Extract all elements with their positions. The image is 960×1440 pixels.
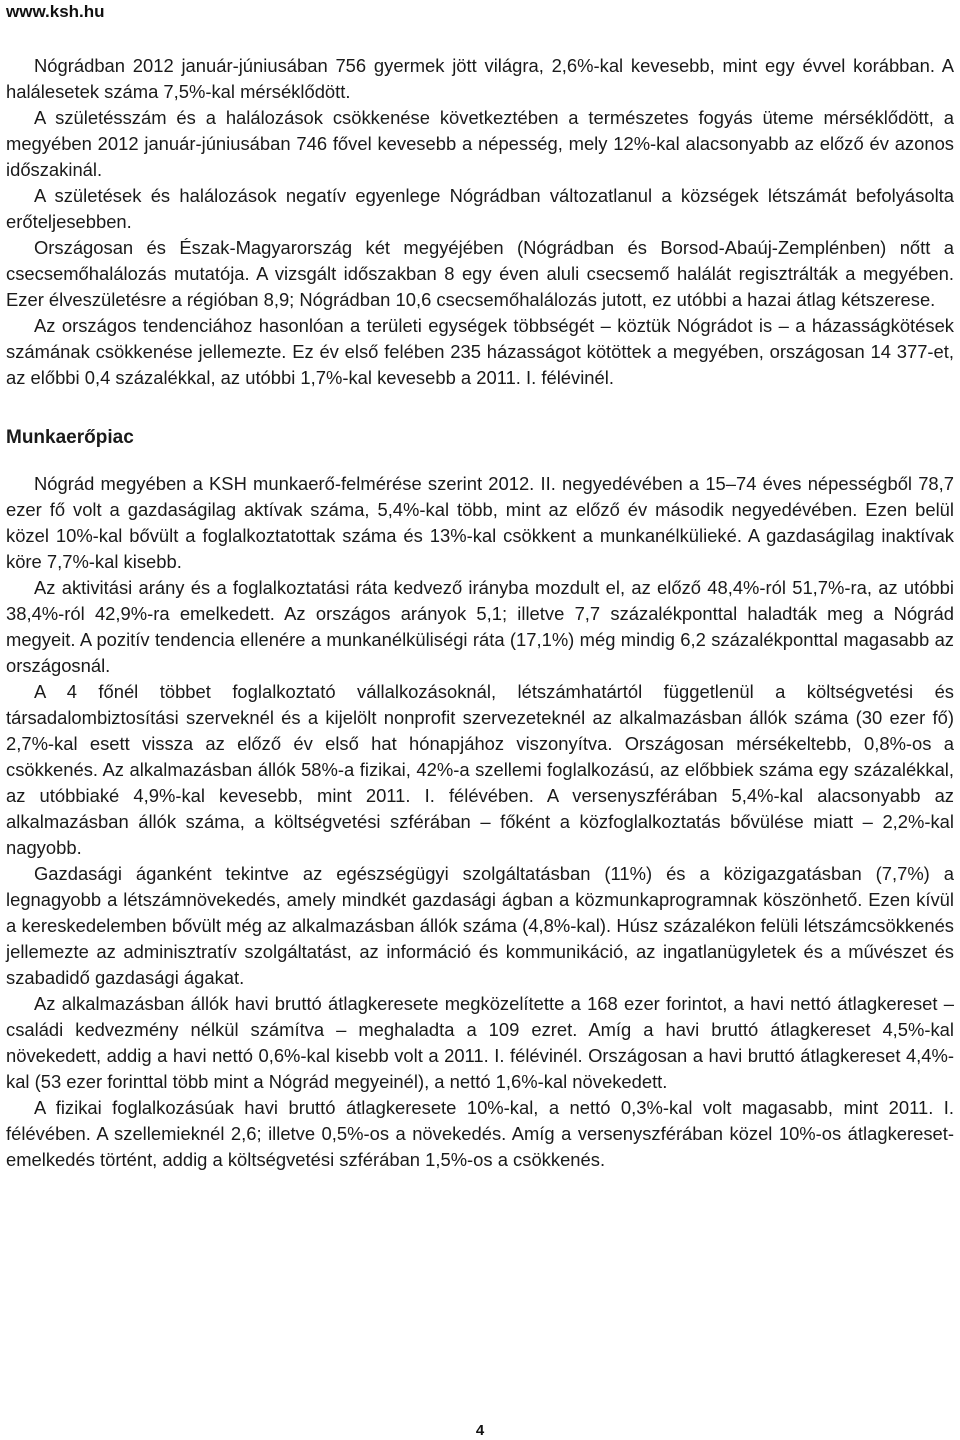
section-heading-labour-market: Munkaerőpiac — [6, 427, 134, 448]
paragraph-natural-decrease: A születésszám és a halálozások csökkenése következtében a természetes fogyás üteme mérséklődött, a megyében 2012 január-júniusában 746 fővel kevesebb a népesség, mely 12%-kal alacsonyabb az előző év azonos időszakinál. — [6, 107, 954, 180]
paragraph-marriages: Az országos tendenciához hasonlóan a területi egységek többségét – köztük Nógrádot is – a házasságkötések számának csökkenése jellemezte. Ez év első felében 235 házasságot kötöttek a megyében, országosan 14 377-et, az előbbi 0,4 százalékkal, az utóbbi 1,7%-kal kevesebb a 2011. I. félévinél. — [6, 315, 954, 388]
paragraph-activity-rate: Az aktivitási arány és a foglalkoztatási ráta kedvező irányba mozdult el, az előző 48,4%-ról 51,7%-ra, az utóbbi 38,4%-ról 42,9%-ra emelkedett. Az országos arányok 5,1; illetve 7,7 százalékponttal haladták meg a Nógrád megyeit. A pozitív tendencia ellenére a munkanélküliségi ráta (17,1%) még mindig 6,2 százalékponttal magasabb az országosnál. — [6, 577, 954, 676]
paragraph-active-population: Nógrád megyében a KSH munkaerő-felmérése szerint 2012. II. negyedévében a 15–74 éves népességből 78,7 ezer fő volt a gazdaságilag aktívak száma, 5,4%-kal több, mint az előző év második negyedévében. Ezen belül közel 10%-kal bővült a foglalkoztatottak száma és 13%-kal csökkent a munkanélkülieké. A gazdaságilag inaktívak köre 7,7%-kal kisebb. — [6, 473, 954, 572]
paragraph-infant-mortality: Országosan és Észak-Magyarország két megyéjében (Nógrádban és Borsod-Abaúj-Zemplénben) nőtt a csecsemőhalálozás mutatója. A vizsgált időszakban 8 egy éven aluli csecsemő halálát regisztrálták a megyében. Ezer élveszületésre a régióban 8,9; Nógrádban 10,6 csecsemőhalálozás jutott, ez utóbbi a hazai átlag kétszerese. — [6, 237, 954, 310]
paragraph-earnings: Az alkalmazásban állók havi bruttó átlagkeresete megközelítette a 168 ezer forintot, a havi nettó átlagkereset – családi kedvezmény nélkül számítva – meghaladta a 109 ezret. Amíg a havi bruttó átlagkereset 4,5%-kal növekedett, addig a havi nettó 0,6%-kal kisebb volt a 2011. I. félévinél. Országosan a havi bruttó átlagkereset 4,4%-kal (53 ezer forinttal több mint a Nógrád megyeinél), a nettó 1,6%-kal növekedett. — [6, 993, 954, 1092]
document-body — [6, 53, 954, 1173]
paragraph-births: Nógrádban 2012 január-júniusában 756 gyermek jött világra, 2,6%-kal kevesebb, mint egy évvel korábban. A halálesetek száma 7,5%-kal mérséklődött. — [6, 55, 954, 102]
paragraph-earnings-by-group: A fizikai foglalkozásúak havi bruttó átlagkeresete 10%-kal, a nettó 0,3%-kal volt magasabb, mint 2011. I. félévében. A szellemieknél 2,6; illetve 0,5%-os a növekedés. Amíg a versenyszférában közel 10%-os átlagkereset-emelkedés történt, addig a költségvetési szférában 1,5%-os a csökkenés. — [6, 1097, 954, 1170]
page-number: 4 — [475, 1422, 485, 1439]
paragraph-employees: A 4 főnél többet foglalkoztató vállalkozásoknál, létszámhatártól függetlenül a költségvetési és társadalombiztosítási szerveknél és a kijelölt nonprofit szervezeteknél az alkalmazásban állók száma (30 ezer fő) 2,7%-kal esett vissza az előző év első hat hónapjához viszonyítva. Országosan mérsékeltebb, 0,8%-os a csökkenés. Az alkalmazásban állók 58%-a fizikai, 42%-a szellemi foglalkozású, az előbbiek száma egy százalékkal, az utóbbiaké 4,9%-kal kevesebb, mint 2011. I. félévében. A versenyszférában 5,4%-kal alacsonyabb az alkalmazásban állók száma, a költségvetési szférában – főként a közfoglalkoztatás bővülése miatt – 2,2%-kal nagyobb. — [6, 681, 954, 858]
site-link[interactable]: www.ksh.hu — [6, 2, 105, 21]
paragraph-sectors: Gazdasági áganként tekintve az egészségügyi szolgáltatásban (11%) és a közigazgatásban (7,7%) a legnagyobb a létszámnövekedés, amely mindkét gazdasági ágban a közmunkaprogramnak köszönhető. Ezen kívül a kereskedelemben bővült még az alkalmazásban állók száma (4,8%-kal). Húsz százalékon felüli létszámcsökkenés jellemezte az adminisztratív szolgáltatást, az információ és kommunikáció, az ingatlanügyletek és a művészet és szabadidő gazdasági ágakat. — [6, 863, 954, 988]
paragraph-villages: A születések és halálozások negatív egyenlege Nógrádban változatlanul a községek létszámát befolyásolta erőteljesebben. — [6, 185, 954, 232]
